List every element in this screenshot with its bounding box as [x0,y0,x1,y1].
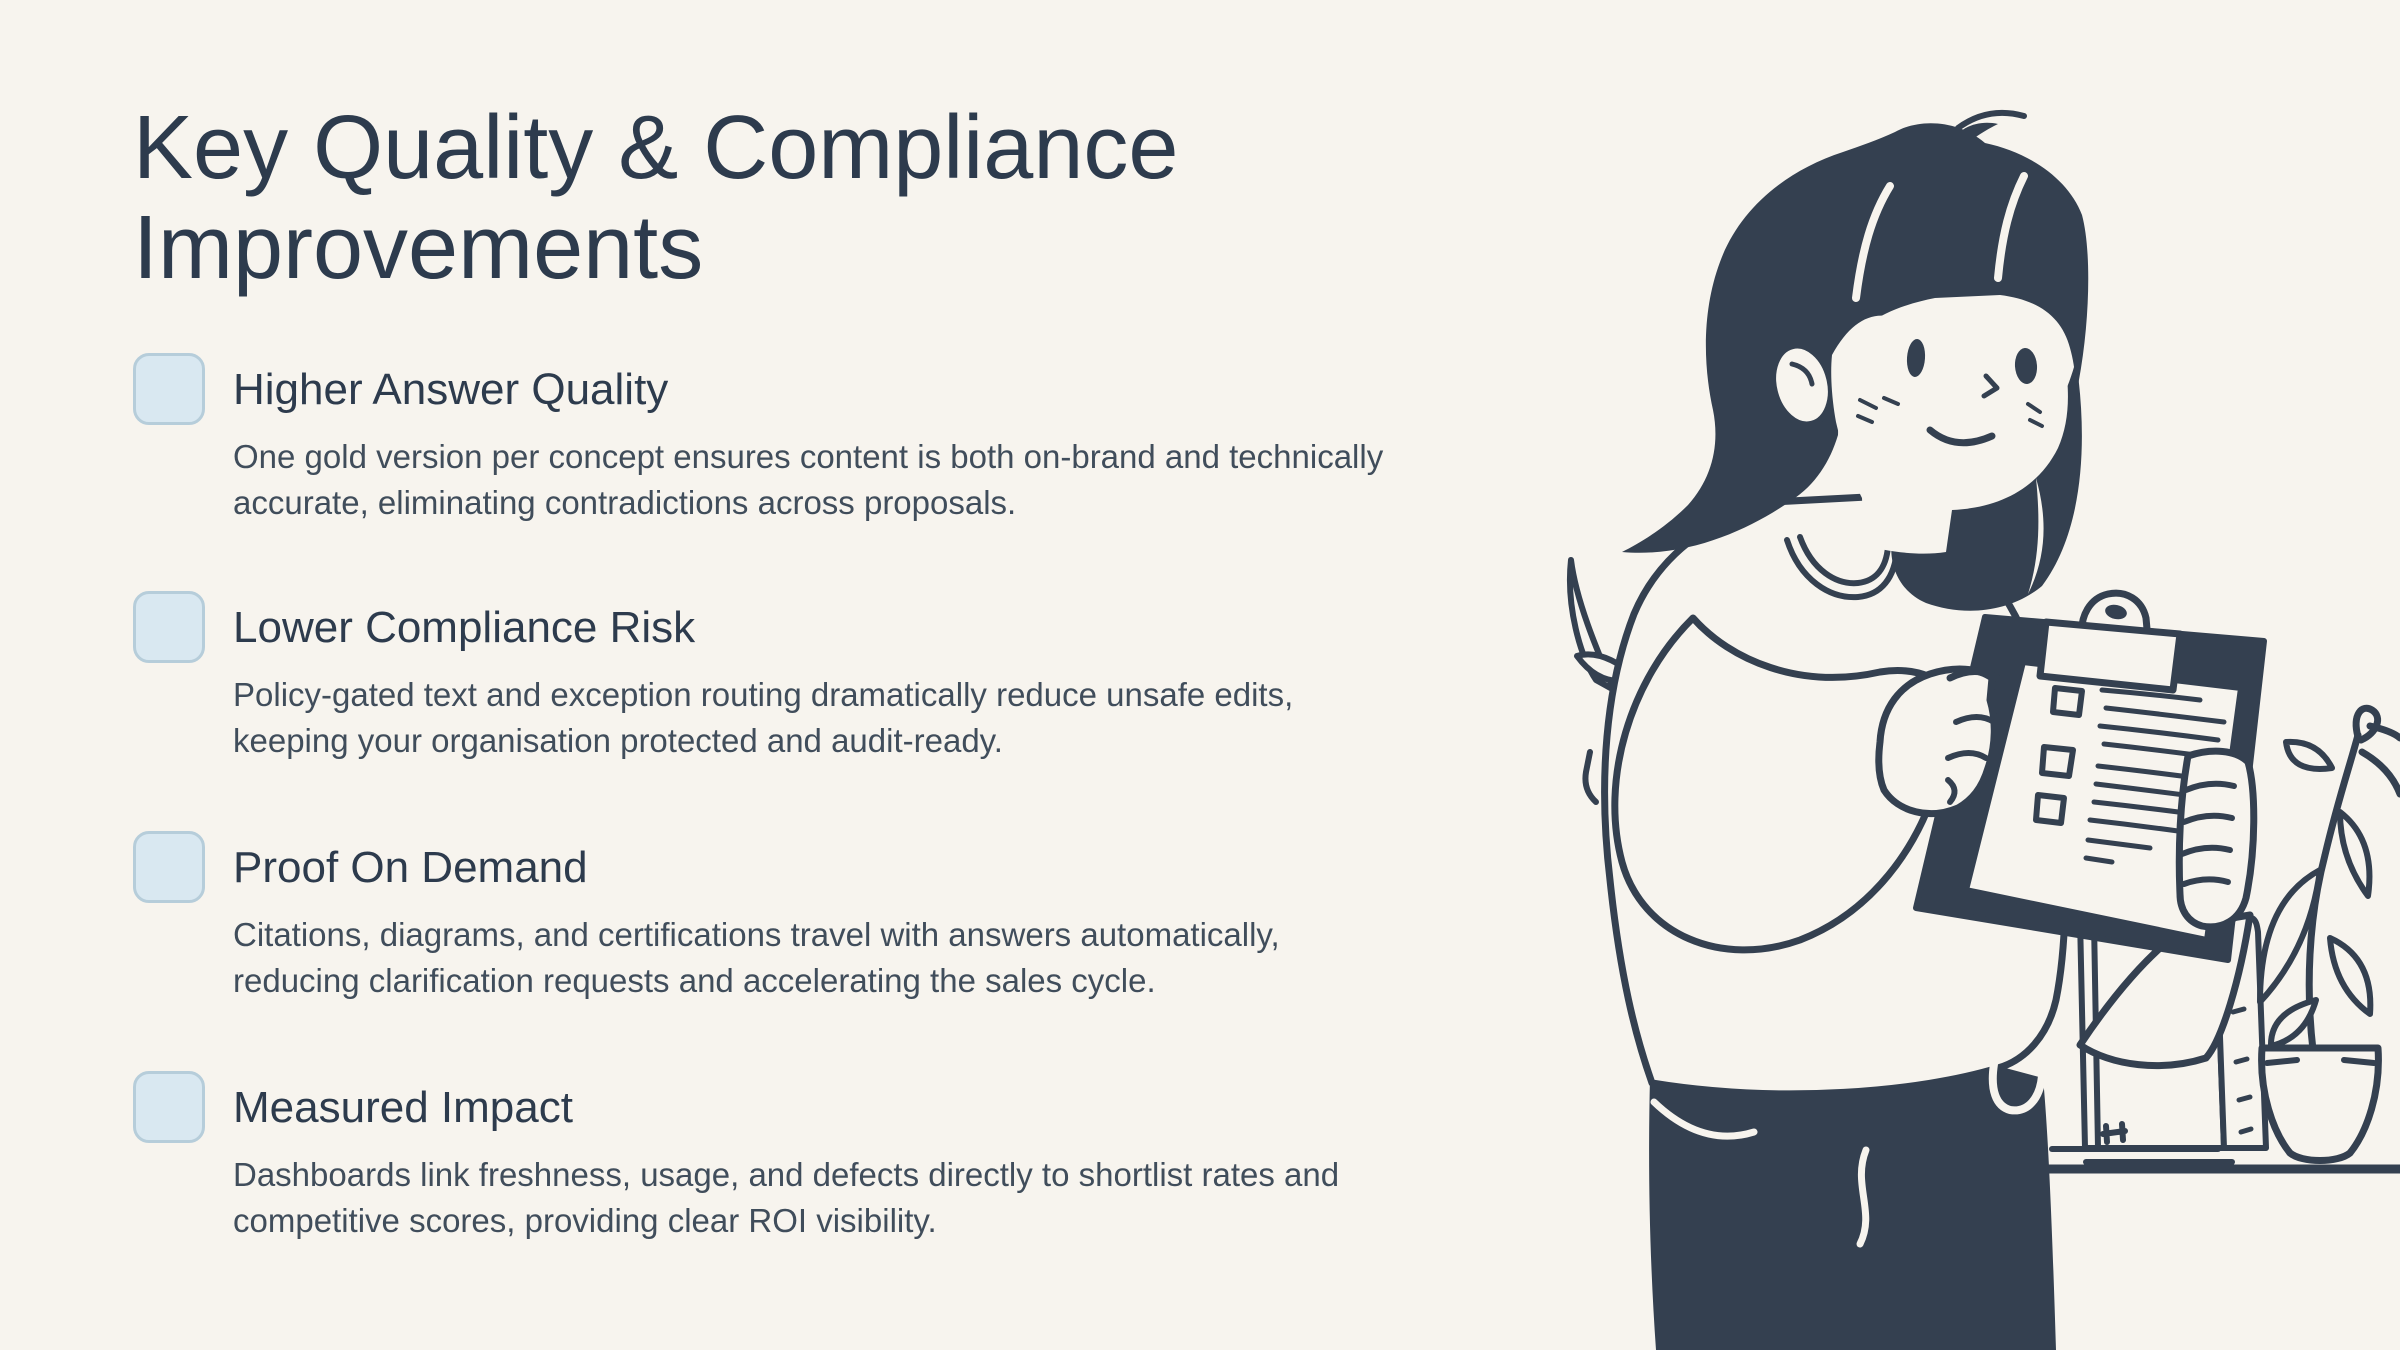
freckles-right [2028,404,2042,426]
smile [1930,430,1992,443]
face-features [1858,338,2042,442]
left-hand [1879,669,2000,814]
checkbox-icon [133,591,205,663]
right-forearm [2080,915,2250,1066]
right-hand [2179,751,2253,927]
freckles-left [1858,398,1898,422]
nose [1984,376,1997,396]
pants [1649,1066,2056,1350]
right-eye [2014,347,2038,384]
face [1831,176,2068,554]
leaf-decoration-icon [1570,560,1638,802]
collar [1787,537,1897,597]
ear [1765,339,1839,430]
item-heading: Proof On Demand [233,843,588,892]
checklist-lines [2086,690,2224,862]
hair [1622,113,2088,611]
item-heading: Measured Impact [233,1083,573,1132]
checkbox-icon [133,353,205,425]
item-body: Policy-gated text and exception routing dramatically reduce unsafe edits, keeping your organisation protected and audit-ready. [233,676,1294,759]
item-body: Dashboards link freshness, usage, and defects directly to shortlist rates and competitive scores, providing clear ROI visibility. [233,1156,1340,1239]
checkbox-icon [133,831,205,903]
item-body: One gold version per concept ensures content is both on-brand and technically accurate, eliminating contradictions across proposals. [233,438,1384,521]
left-eye [1906,338,1927,377]
sweater-torso [1605,495,2066,1110]
item-heading: Lower Compliance Risk [233,603,696,652]
books-icon [2052,917,2266,1162]
page-title-line1: Key Quality & Compliance [133,98,1179,198]
page-title [133,98,1178,298]
woman-figure [1605,113,2264,1350]
clipboard-icon [1916,593,2264,960]
item-body: Citations, diagrams, and certifications travel with answers automatically, reducing clarification requests and accelerating the sales cycle. [233,916,1280,999]
checkbox-icon [133,1071,205,1143]
left-arm [1615,618,1951,950]
potted-plant-icon [2260,708,2400,1160]
page-title-line2: Improvements [133,198,704,298]
item-heading: Higher Answer Quality [233,365,669,414]
